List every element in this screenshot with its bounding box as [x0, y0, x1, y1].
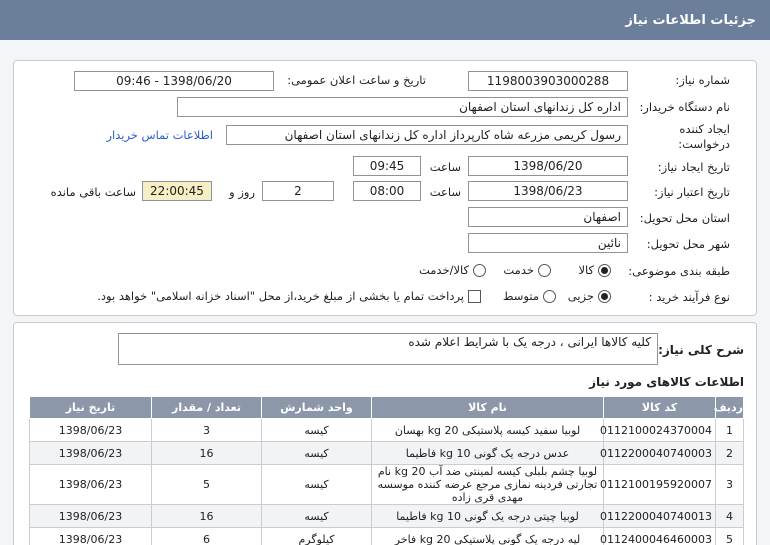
buyer-label: نام دستگاه خریدار: [639, 100, 730, 114]
checkbox-icon[interactable] [468, 290, 481, 303]
description-label: شرح کلی نیاز: [658, 343, 744, 357]
radio-selected-icon[interactable] [598, 290, 611, 303]
created-date-field[interactable]: 1398/06/20 [468, 156, 628, 176]
province-label: استان محل تحویل: [639, 211, 730, 225]
remaining-label: ساعت باقی مانده [50, 185, 136, 199]
radio-empty-icon[interactable] [473, 264, 486, 277]
category-option-goods[interactable]: کالا [578, 263, 611, 277]
table-row[interactable]: 2 0112200040740003 عدس درجه یک گونی 10 kg فاطیما کیسه 16 1398/06/23 [30, 442, 744, 465]
description-field[interactable]: کلیه کالاها ایرانی ، درجه یک با شرایط اعلام شده [118, 333, 658, 365]
items-table-header [30, 397, 744, 419]
table-row[interactable]: 5 0112400046460003 لپه درجه یک گونی پلاستیکی 20 kg فاخر کیلوگرم 6 1398/06/23 [30, 528, 744, 545]
col-qty: تعداد / مقدار [152, 397, 262, 419]
need-number-field[interactable]: 1198003903000288 [468, 71, 628, 91]
radio-empty-icon[interactable] [538, 264, 551, 277]
radio-selected-icon[interactable] [598, 264, 611, 277]
city-label: شهر محل تحویل: [646, 237, 730, 251]
category-label: طبقه بندی موضوعی: [628, 264, 730, 278]
validity-time-field[interactable]: 08:00 [353, 181, 421, 201]
page-title: جزئیات اطلاعات نیاز [625, 12, 756, 28]
process-option-medium[interactable]: متوسط [503, 289, 556, 303]
validity-date-field[interactable]: 1398/06/23 [468, 181, 628, 201]
table-row[interactable]: 1 0112100024370004 لوبیا سفید کیسه پلاستیکی 20 kg بهسان کیسه 3 1398/06/23 [30, 419, 744, 442]
items-table [29, 396, 744, 545]
page-header [0, 0, 770, 40]
days-label: روز و [229, 185, 255, 199]
category-option-service[interactable]: خدمت [503, 263, 551, 277]
description-panel [13, 322, 757, 545]
need-details-panel [13, 60, 757, 316]
province-field[interactable]: اصفهان [468, 207, 628, 227]
table-row[interactable]: 4 0112200040740013 لوبیا چیتی درجه یک گونی 10 kg فاطیما کیسه 16 1398/06/23 [30, 505, 744, 528]
announce-date-field[interactable]: 1398/06/20 - 09:46 [74, 71, 274, 91]
buyer-field[interactable]: اداره کل زندانهای استان اصفهان [177, 97, 628, 117]
created-time-label: ساعت [429, 160, 461, 174]
validity-time-label: ساعت [429, 185, 461, 199]
col-row: ردیف [716, 397, 744, 419]
need-number-label: شماره نیاز: [675, 73, 730, 87]
process-option-minor[interactable]: جزیی [568, 289, 611, 303]
col-name: نام کالا [372, 397, 604, 419]
buyer-contact-link[interactable]: اطلاعات تماس خریدار [106, 128, 213, 142]
category-option-goods-service[interactable]: کالا/خدمت [419, 263, 486, 277]
items-section-title: اطلاعات کالاهای مورد نیاز [589, 375, 744, 389]
created-time-field[interactable]: 09:45 [353, 156, 421, 176]
table-row[interactable]: 3 0112100195920007 لوبیا چشم بلبلی کیسه لمینتی ضد آب 20 kg نام تجارتی فردینه نمازی مرجع عرضه کننده موسسه مهدی قری زاده کیسه 5 1398/06/23 [30, 465, 744, 505]
requester-label-line1: ایجاد کننده [679, 122, 730, 136]
col-code: کد کالا [604, 397, 716, 419]
city-field[interactable]: نائین [468, 233, 628, 253]
requester-label-line2: درخواست: [678, 137, 730, 151]
created-date-label: تاریخ ایجاد نیاز: [657, 160, 730, 174]
process-label: نوع فرآیند خرید : [648, 290, 730, 304]
requester-field[interactable]: رسول کریمی مزرعه شاه کارپرداز اداره کل زندانهای استان اصفهان [226, 125, 628, 145]
col-unit: واحد شمارش [262, 397, 372, 419]
validity-date-label: تاریخ اعتبار نیاز: [654, 185, 730, 199]
radio-empty-icon[interactable] [543, 290, 556, 303]
remaining-days-field[interactable]: 2 [262, 181, 334, 201]
remaining-time-field[interactable]: 22:00:45 [142, 181, 212, 201]
announce-date-label: تاریخ و ساعت اعلان عمومی: [287, 73, 426, 87]
treasury-payment-option[interactable]: پرداخت تمام یا بخشی از مبلغ خرید،از محل "اسناد خزانه اسلامی" خواهد بود. [97, 289, 481, 303]
col-date: تاریخ نیاز [30, 397, 152, 419]
